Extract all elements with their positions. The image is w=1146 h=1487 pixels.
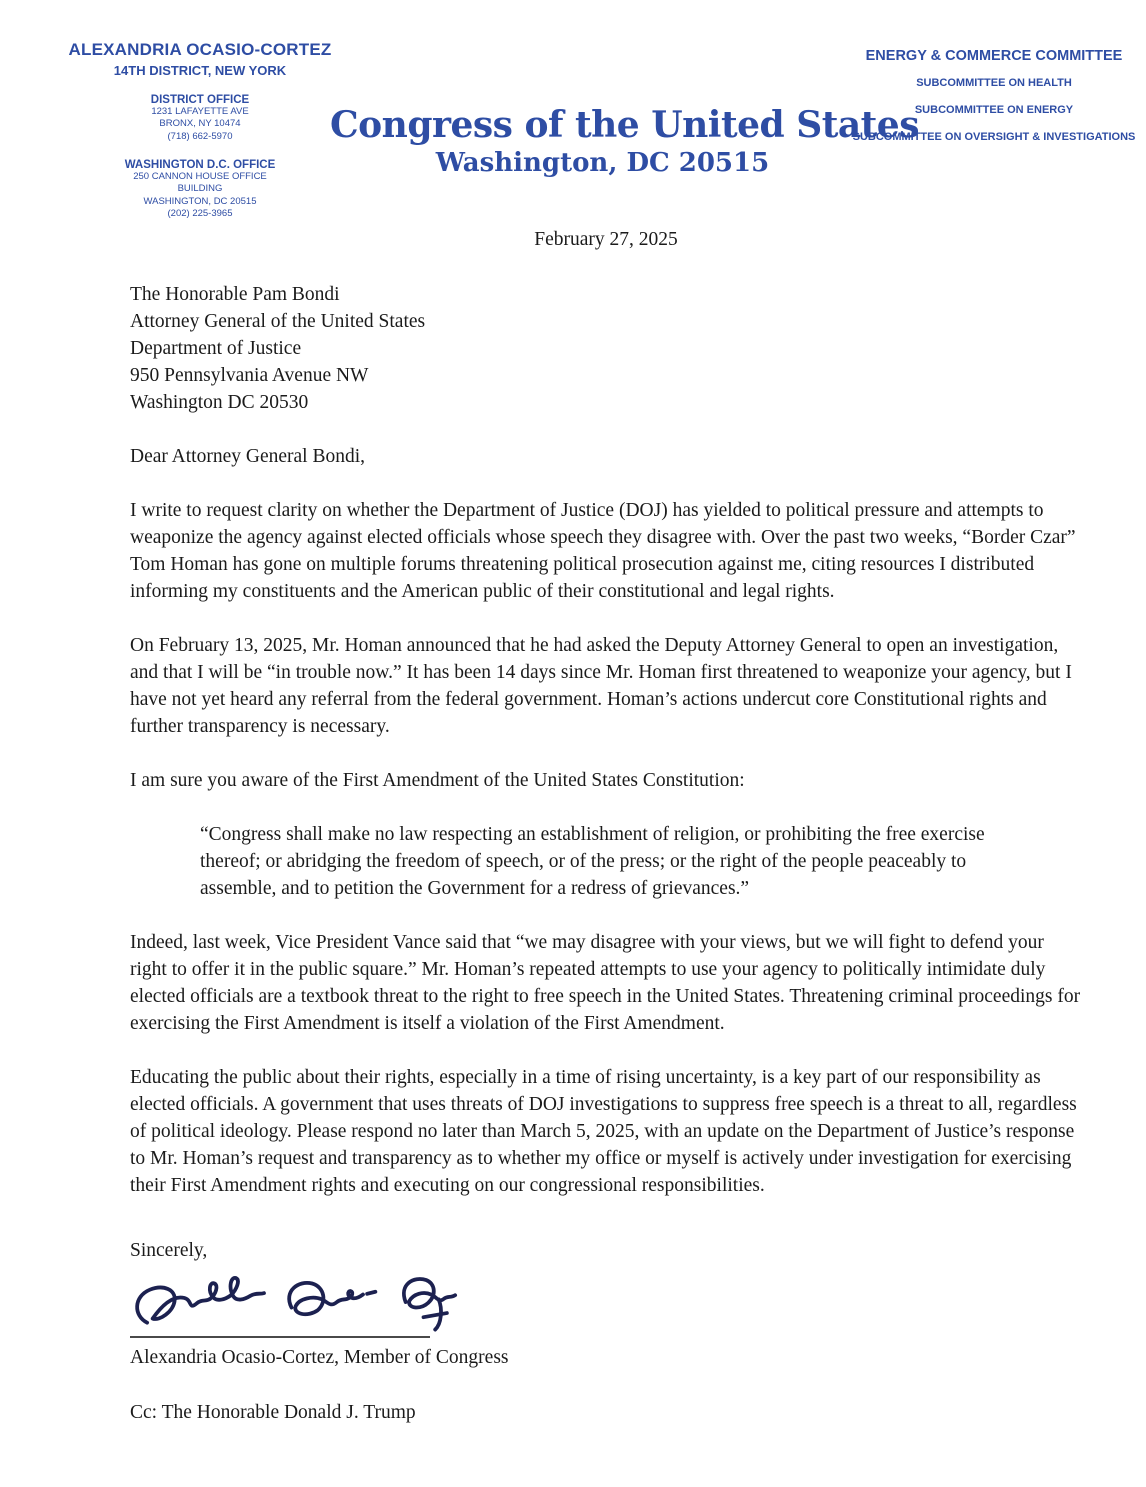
dc-office-block bbox=[48, 159, 352, 220]
congress-subtitle: Washington, DC 20515 bbox=[435, 148, 770, 178]
recipient-line: Attorney General of the United States bbox=[130, 311, 426, 332]
salutation: Dear Attorney General Bondi, bbox=[130, 446, 366, 467]
subcommittee-item: SUBCOMMITTEE ON OVERSIGHT & INVESTIGATIONS bbox=[852, 130, 1136, 143]
congress-title: Congress of the United States bbox=[330, 104, 919, 146]
dc-office-address-line: BUILDING bbox=[177, 183, 223, 195]
letterhead-left-block bbox=[48, 40, 352, 220]
district-office-address-line: BRONX, NY 10474 bbox=[159, 118, 241, 130]
paragraph: Indeed, last week, Vice President Vance said that “we may disagree with your views, but we will fight to defend your right to offer it in the public square.” Mr. Homan’s repeated attempts to use your agency to politically intimidate duly elected officials are a textbook threat to the right to free speech in the United States. Threatening criminal proceedings for exercising the First Amendment is itself a violation of the First Amendment. bbox=[130, 932, 1081, 1034]
first-amendment-quote: “Congress shall make no law respecting an establishment of religion, or prohibiting the free exercise thereof; or abridging the freedom of speech, or of the press; or the right of the people peaceably to assemble, and to petition the Government for a redress of grievances.” bbox=[200, 824, 985, 899]
dc-office-address-line: WASHINGTON, DC 20515 bbox=[143, 195, 257, 207]
committee-name: ENERGY & COMMERCE COMMITTEE bbox=[865, 48, 1123, 64]
member-name: ALEXANDRIA OCASIO-CORTEZ bbox=[68, 40, 332, 59]
paragraph: On February 13, 2025, Mr. Homan announced that he had asked the Deputy Attorney General to open an investigation, and that I will be “in trouble now.” It has been 14 days since Mr. Homan first threatened to weaponize your agency, but I have not yet heard any referral from the federal government. Homan’s actions undercut core Constitutional rights and further transparency is necessary. bbox=[130, 635, 1072, 737]
letterhead-right-block bbox=[845, 48, 1143, 144]
district-office-block bbox=[48, 94, 352, 143]
dc-office-address-line: 250 CANNON HOUSE OFFICE bbox=[133, 171, 267, 183]
dc-office-phone: (202) 225-3965 bbox=[167, 208, 233, 220]
signature-line bbox=[130, 1336, 430, 1338]
district-office-title: DISTRICT OFFICE bbox=[150, 94, 250, 106]
letterhead-center-block bbox=[330, 104, 919, 178]
member-district: 14TH DISTRICT, NEW YORK bbox=[113, 63, 287, 78]
signature-icon bbox=[132, 1272, 462, 1350]
cc-line: Cc: The Honorable Donald J. Trump bbox=[130, 1402, 416, 1423]
recipient-address-block bbox=[130, 281, 1082, 416]
recipient-line: Department of Justice bbox=[130, 338, 302, 359]
paragraph: I write to request clarity on whether the Department of Justice (DOJ) has yielded to political pressure and attempts to weaponize the agency against elected officials whose speech they disagree with. Over the past two weeks, “Border Czar” Tom Homan has gone on multiple forums threatening political prosecution against me, citing resources I distributed informing my constituents and the American public of their constitutional and legal rights. bbox=[130, 500, 1076, 602]
subcommittee-item: SUBCOMMITTEE ON HEALTH bbox=[916, 77, 1072, 89]
paragraph: Educating the public about their rights, especially in a time of rising uncertainty, is a key part of our responsibility as elected officials. A government that uses threats of DOJ investigations to suppress free speech is a threat to all, regardless of political ideology. Please respond no later than March 5, 2025, with an update on the Department of Justice’s response to Mr. Homan’s request and transparency as to whether my office or myself is actively under investigation for exercising their First Amendment rights and executing on our congressional responsibilities. bbox=[130, 1067, 1077, 1196]
paragraph: I am sure you aware of the First Amendment of the United States Constitution: bbox=[130, 770, 745, 791]
recipient-line: Washington DC 20530 bbox=[130, 392, 309, 413]
dc-office-title: WASHINGTON D.C. OFFICE bbox=[124, 159, 276, 172]
district-office-address-line: 1231 LAFAYETTE AVE bbox=[151, 106, 249, 117]
closing: Sincerely, bbox=[130, 1240, 208, 1261]
letter-date: February 27, 2025 bbox=[534, 229, 678, 250]
signer-name: Alexandria Ocasio-Cortez, Member of Congress bbox=[130, 1347, 509, 1368]
district-office-phone: (718) 662-5970 bbox=[167, 130, 233, 142]
recipient-line: 950 Pennsylvania Avenue NW bbox=[130, 365, 369, 386]
subcommittee-item: SUBCOMMITTEE ON ENERGY bbox=[914, 103, 1074, 116]
recipient-line: The Honorable Pam Bondi bbox=[130, 284, 340, 305]
letter-body bbox=[130, 226, 1082, 1426]
signature-block bbox=[130, 1272, 1082, 1371]
